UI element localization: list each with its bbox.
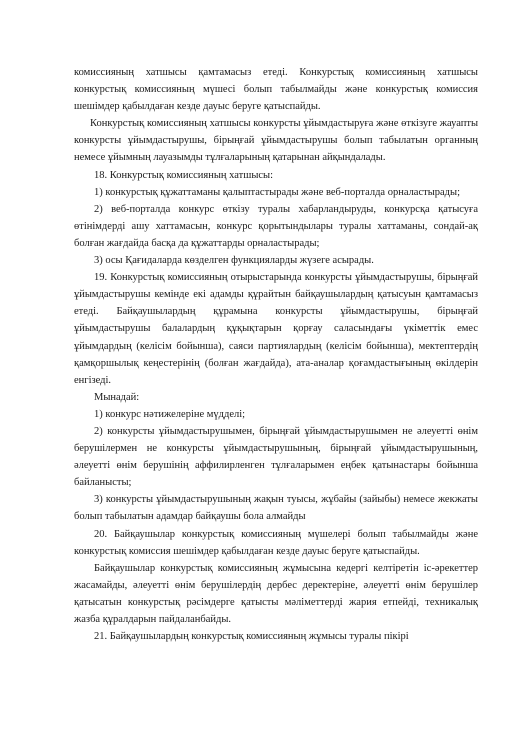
list-item: 1) конкурс нәтижелеріне мүдделі; (94, 408, 246, 420)
paragraph: 19. Конкурстық комиссияның отырыстарында конкурсты ұйымдастырушы, бірыңғай ұйымдастырушы кемінде екі адамды құрайтын байқаушылардың қатысуын қамтамасыз етеді. Байқаушылардың құрамына конкурсты ұйымдастырушы, бірыңғай ұйымдастырушы балалардың құқықтарын қорғау саласындағы үкіметтік емес ұйымдардың (келісім бойынша), саяси партиялардың (келісім бойынша), мектептердің қамқоршылық кеңестерінің (болған жағдайда), ата-аналар қоғамдастығының өкілдерін енгізеді. (74, 272, 478, 386)
list-item: 3) конкурсты ұйымдастырушының жақын туысы, жұбайы (зайыбы) немесе жекжаты болып табылатын адамдар байқаушы бола алмайды (74, 494, 478, 523)
paragraph: Байқаушылар конкурстық комиссияның жұмысына кедергі келтіретін іс-әрекеттер жасамайды, әлеуетті өнім берушілердің дербес деректеріне, әлеуетті өнім берушілер қатысатын конкурстық рәсімдерге қатысты мәліметтерді жария етпейді, техникалық жазба құралдарын пайдаланбайды. (74, 562, 478, 625)
list-item: 2) конкурсты ұйымдастырушымен, бірыңғай ұйымдастырушымен не әлеуетті өнім берушілермен не конкурсты ұйымдастырушының, бірыңғай ұйымдастырушының, әлеуетті өнім берушінің аффилирленген тұлғаларымен еңбек қатынастары бойынша байланысты; (74, 425, 478, 489)
list-item: 1) конкурстық құжаттаманы қалыптастырады және веб-порталда орналастырады; (94, 186, 460, 198)
list-item: 2) веб-порталда конкурс өткізу туралы хабарландыруды, конкурсқа қатысуға өтінімдерді ашу хаттамасын, конкурс қорытындылары туралы хаттаманы, сондай-ақ болған жағдайда басқа да құжаттарды орналастырады; (74, 203, 478, 249)
paragraph: комиссияның хатшысы қамтамасыз етеді. Конкурстық комиссияның хатшысы конкурстық комиссияның мүшесі болып табылмайды және конкурстық комиссия шешімдер қабылдаған кезде дауыс беруге қатыспайды. (74, 67, 478, 113)
paragraph: 21. Байқаушылардың конкурстық комиссияның жұмысы туралы пікірі (94, 631, 409, 643)
list-item: 3) осы Қағидаларда көзделген функцияларды жүзеге асырады. (94, 255, 374, 267)
document-body (74, 64, 478, 645)
paragraph: Конкурстық комиссияның хатшысы конкурсты ұйымдастыруға және өткізуге жауапты конкурсты ұйымдастырушы, бірыңғай ұйымдастырушы болып табылатын органның немесе ұйымның лауазымды тұлғаларының қатарынан айқындалады. (74, 118, 478, 164)
section-heading: 18. Конкурстық комиссияның хатшысы: (94, 169, 274, 181)
paragraph: Мынадай: (94, 391, 140, 403)
paragraph: 20. Байқаушылар конкурстық комиссияның мүшелері болып табылмайды және конкурстық комиссия шешімдер қабылдаған кезде дауыс беруге қатыспайды. (74, 528, 478, 557)
